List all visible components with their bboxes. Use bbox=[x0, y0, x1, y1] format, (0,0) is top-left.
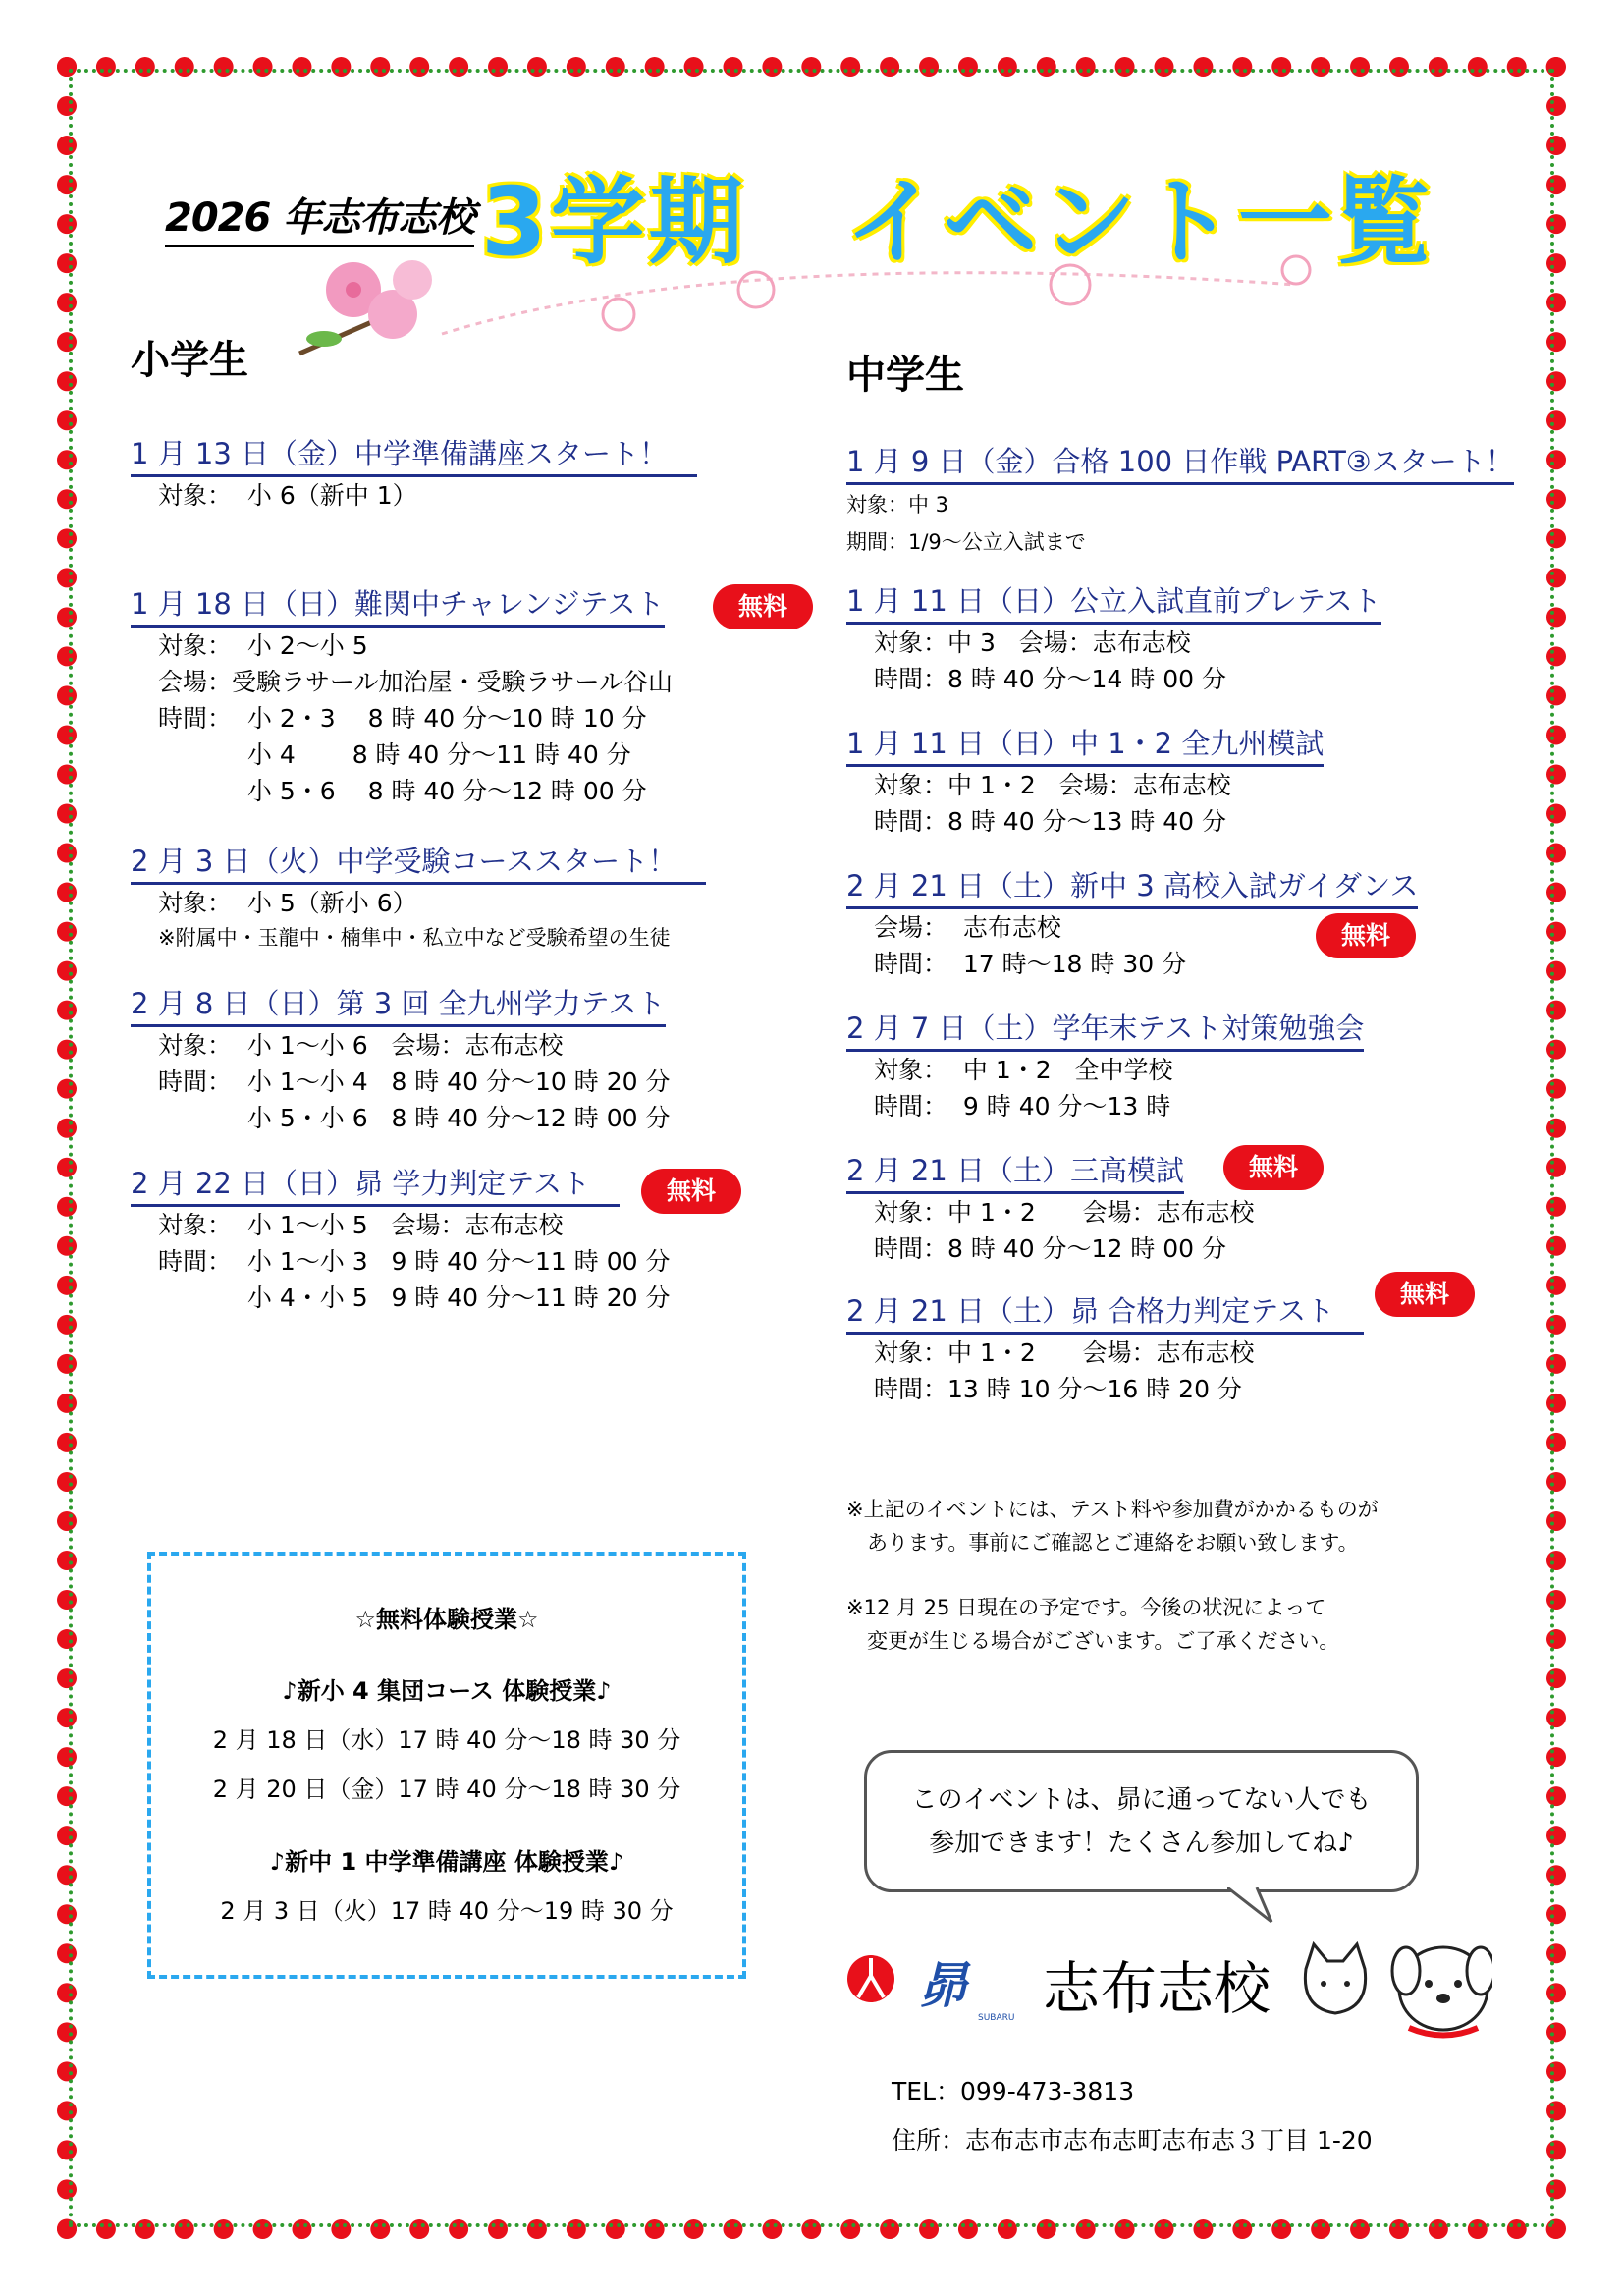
event-line: 対象：中 1・2 会場：志布志校 bbox=[874, 771, 1231, 799]
event-line: 対象：中 3 会場：志布志校 bbox=[874, 629, 1191, 657]
event-title: 2 月 8 日（日）第 3 回 全九州学力テスト bbox=[131, 982, 666, 1027]
elementary-event-1 bbox=[131, 432, 697, 514]
event-line: 時間： 小 1～小 3 9 時 40 分～11 時 00 分 bbox=[158, 1247, 671, 1276]
event-line: 会場： 志布志校 bbox=[874, 913, 1061, 942]
event-line: 対象：中 1・2 会場：志布志校 bbox=[874, 1198, 1255, 1227]
brand-logo-sub: SUBARU bbox=[978, 2013, 1015, 2023]
junior-high-heading: 中学生 bbox=[846, 353, 964, 398]
event-title: 2 月 7 日（土）学年末テスト対策勉強会 bbox=[846, 1007, 1364, 1052]
trial-date: 2 月 3 日（火）17 時 40 分～19 時 30 分 bbox=[220, 1897, 674, 1925]
event-title: 2 月 21 日（土）新中 3 高校入試ガイダンス bbox=[846, 864, 1418, 909]
page-title: 3学期 イベント一覧 bbox=[481, 167, 1434, 277]
elementary-event-5 bbox=[131, 1162, 670, 1316]
petal-swirl-decoration bbox=[432, 246, 1316, 344]
event-line: 時間： 小 2・3 8 時 40 分～10 時 10 分 bbox=[158, 704, 647, 733]
junior-event-3 bbox=[846, 722, 1324, 840]
event-line: 時間： 9 時 40 分～13 時 bbox=[874, 1092, 1171, 1121]
event-line: 対象： 小 6（新中 1） bbox=[158, 481, 417, 510]
event-line: 時間：13 時 10 分～16 時 20 分 bbox=[874, 1375, 1242, 1403]
free-badge: 無料 bbox=[713, 584, 813, 629]
brand-logo: 昴 bbox=[918, 1957, 967, 2014]
trial-date: 2 月 20 日（金）17 時 40 分～18 時 30 分 bbox=[212, 1776, 681, 1803]
event-title: 2 月 22 日（日）昴 学力判定テスト bbox=[131, 1162, 620, 1207]
event-line: 会場：受験ラサール加治屋・受験ラサール谷山 bbox=[158, 668, 674, 696]
event-line: 対象： 小 1～小 6 会場：志布志校 bbox=[158, 1031, 564, 1060]
elementary-event-3 bbox=[131, 840, 706, 955]
free-badge: 無料 bbox=[1223, 1145, 1324, 1190]
bubble-line-1: このイベントは、昴に通ってない人でも bbox=[911, 1785, 1372, 1815]
schedule-note: ※12 月 25 日現在の予定です。今後の状況によって 変更が生じる場合がございます。ご了承ください。 bbox=[846, 1596, 1340, 1653]
subaru-mark-icon bbox=[846, 1954, 895, 2003]
contact-address: 住所：志布志市志布志町志布志３丁目 1-20 bbox=[892, 2126, 1373, 2155]
event-line: 時間：8 時 40 分～14 時 00 分 bbox=[874, 665, 1227, 693]
trial-course-1: ♪新小 4 集団コース 体験授業♪ bbox=[282, 1677, 612, 1705]
school-year-label: 2026 年志布志校 bbox=[165, 187, 474, 247]
event-line: 小 5・小 6 8 時 40 分～12 時 00 分 bbox=[158, 1104, 671, 1132]
junior-event-5 bbox=[846, 1007, 1364, 1124]
free-badge: 無料 bbox=[1375, 1272, 1475, 1317]
event-line: 時間：8 時 40 分～13 時 40 分 bbox=[874, 807, 1227, 836]
free-badge: 無料 bbox=[1316, 913, 1416, 958]
free-badge: 無料 bbox=[641, 1169, 741, 1214]
event-title: 2 月 21 日（土）三高模試 bbox=[846, 1149, 1184, 1194]
trial-course-2: ♪新中 1 中学準備講座 体験授業♪ bbox=[269, 1848, 624, 1876]
event-line: 対象： 中 1・2 全中学校 bbox=[874, 1056, 1173, 1084]
event-line: 期間：1/9～公立入試まで bbox=[846, 530, 1086, 554]
junior-event-2 bbox=[846, 579, 1381, 697]
junior-event-7 bbox=[846, 1289, 1364, 1407]
bubble-line-2: 参加できます！たくさん参加してね♪ bbox=[929, 1829, 1354, 1858]
event-line: 対象：中 3 bbox=[846, 493, 949, 517]
junior-event-1 bbox=[846, 440, 1514, 560]
junior-event-6 bbox=[846, 1149, 1254, 1267]
event-title: 1 月 18 日（日）難関中チャレンジテスト bbox=[131, 582, 665, 628]
event-title: 1 月 13 日（金）中学準備講座スタート！ bbox=[131, 432, 697, 477]
speech-bubble bbox=[864, 1750, 1419, 1892]
speech-bubble-tail bbox=[1227, 1887, 1286, 1927]
brand-school-name: 志布志校 bbox=[1043, 1955, 1271, 2022]
cat-and-dog-illustration bbox=[1296, 1940, 1492, 2048]
event-title: 1 月 11 日（日）公立入試直前プレテスト bbox=[846, 579, 1381, 625]
elementary-event-4 bbox=[131, 982, 670, 1136]
free-trial-box bbox=[147, 1552, 746, 1979]
event-line: 対象：中 1・2 会場：志布志校 bbox=[874, 1339, 1255, 1367]
event-title: 1 月 11 日（日）中 1・2 全九州模試 bbox=[846, 722, 1324, 767]
event-line: 時間：8 時 40 分～12 時 00 分 bbox=[874, 1234, 1227, 1263]
event-line: 時間： 17 時～18 時 30 分 bbox=[874, 950, 1187, 978]
event-title: 2 月 21 日（土）昴 合格力判定テスト bbox=[846, 1289, 1364, 1335]
event-line: 対象： 小 5（新小 6） bbox=[158, 889, 417, 917]
event-title: 2 月 3 日（火）中学受験コーススタート！ bbox=[131, 840, 706, 885]
elementary-event-2 bbox=[131, 582, 673, 809]
event-line: 小 4 8 時 40 分～11 時 40 分 bbox=[158, 740, 631, 769]
event-line: 小 5・6 8 時 40 分～12 時 00 分 bbox=[158, 777, 647, 805]
contact-tel: TEL：099-473-3813 bbox=[892, 2077, 1135, 2105]
cherry-blossom-illustration bbox=[295, 246, 442, 373]
event-line: 小 4・小 5 9 時 40 分～11 時 20 分 bbox=[158, 1284, 671, 1312]
trial-heading: ☆無料体験授業☆ bbox=[354, 1606, 539, 1633]
trial-date: 2 月 18 日（水）17 時 40 分～18 時 30 分 bbox=[212, 1726, 681, 1754]
elementary-heading: 小学生 bbox=[131, 338, 248, 383]
event-note: ※附属中・玉龍中・楠隼中・私立中など受験希望の生徒 bbox=[158, 926, 671, 950]
event-line: 対象： 小 1～小 5 会場：志布志校 bbox=[158, 1211, 564, 1239]
event-line: 時間： 小 1～小 4 8 時 40 分～10 時 20 分 bbox=[158, 1067, 671, 1096]
fee-note: ※上記のイベントには、テスト料や参加費がかかるものが あります。事前にご確認とご連絡をお願い致します。 bbox=[846, 1498, 1379, 1555]
event-line: 対象： 小 2～小 5 bbox=[158, 631, 368, 660]
event-title: 1 月 9 日（金）合格 100 日作戦 PART③スタート！ bbox=[846, 440, 1514, 485]
